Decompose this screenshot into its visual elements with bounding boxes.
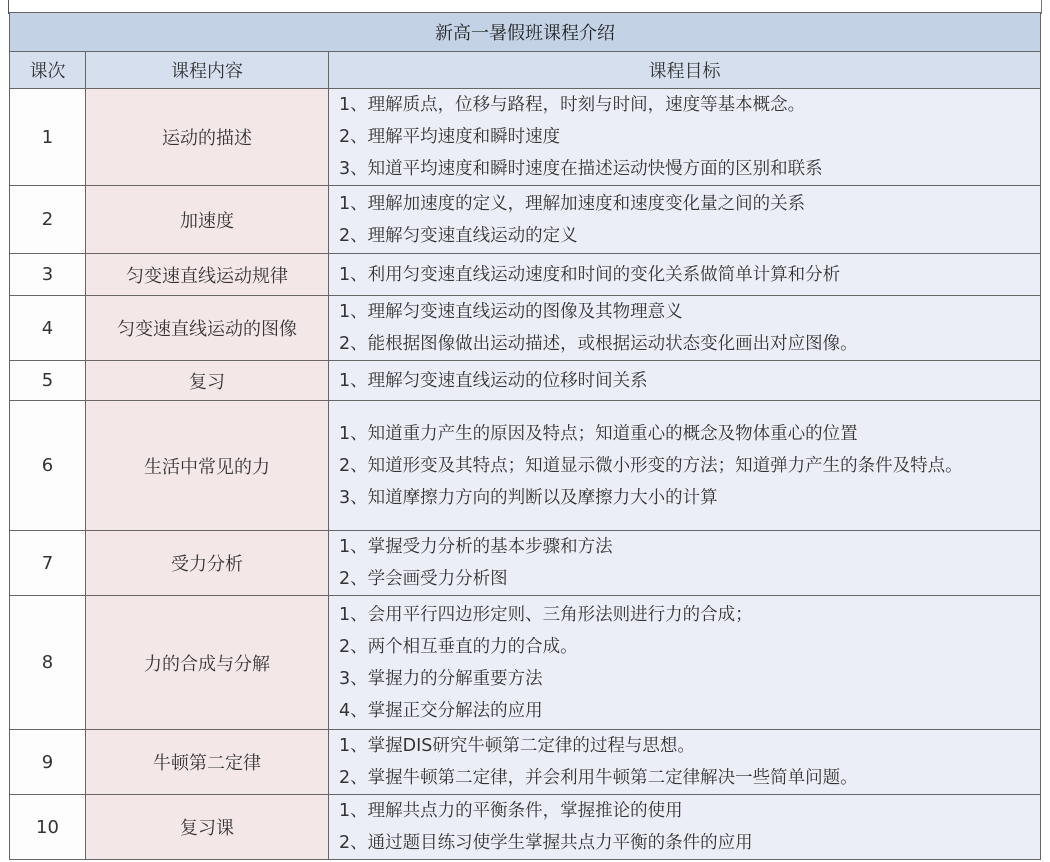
lesson-goals bbox=[329, 531, 1041, 596]
lesson-content: 运动的描述 bbox=[86, 89, 329, 186]
goal-item: 1、理解加速度的定义，理解加速度和速度变化量之间的关系 bbox=[339, 193, 806, 214]
lesson-content: 匀变速直线运动规律 bbox=[86, 254, 329, 296]
table-row bbox=[10, 186, 1041, 254]
lesson-goals bbox=[329, 361, 1041, 401]
lesson-number: 1 bbox=[10, 89, 86, 186]
table-row bbox=[10, 254, 1041, 296]
goal-item: 1、利用匀变速直线运动速度和时间的变化关系做简单计算和分析 bbox=[339, 264, 841, 285]
lesson-content: 匀变速直线运动的图像 bbox=[86, 296, 329, 361]
table-row bbox=[10, 730, 1041, 795]
goal-item: 3、知道平均速度和瞬时速度在描述运动快慢方面的区别和联系 bbox=[339, 159, 823, 179]
goal-item: 2、理解平均速度和瞬时速度 bbox=[339, 127, 561, 147]
goal-item: 2、两个相互垂直的力的合成。 bbox=[339, 636, 578, 657]
lesson-number: 8 bbox=[10, 596, 86, 730]
table-row bbox=[10, 795, 1041, 860]
goal-item: 2、知道形变及其特点；知道显示微小形变的方法；知道弹力产生的条件及特点。 bbox=[339, 455, 963, 476]
goal-item: 2、能根据图像做出运动描述，或根据运动状态变化画出对应图像。 bbox=[339, 334, 858, 354]
course-table bbox=[9, 12, 1041, 860]
table-row bbox=[10, 89, 1041, 186]
lesson-content: 生活中常见的力 bbox=[86, 401, 329, 531]
goal-item: 2、理解匀变速直线运动的定义 bbox=[339, 225, 578, 246]
lesson-goals bbox=[329, 296, 1041, 361]
header-lesson: 课次 bbox=[10, 52, 86, 89]
goal-item: 2、通过题目练习使学生掌握共点力平衡的条件的应用 bbox=[339, 833, 753, 853]
lesson-content: 复习课 bbox=[86, 795, 329, 860]
lesson-content: 牛顿第二定律 bbox=[86, 730, 329, 795]
lesson-number: 3 bbox=[10, 254, 86, 296]
lesson-content: 加速度 bbox=[86, 186, 329, 254]
frame-line-right bbox=[1041, 0, 1042, 14]
lesson-content: 力的合成与分解 bbox=[86, 596, 329, 730]
goal-item: 1、掌握受力分析的基本步骤和方法 bbox=[339, 537, 613, 557]
lesson-number: 7 bbox=[10, 531, 86, 596]
table-row bbox=[10, 531, 1041, 596]
lesson-number: 6 bbox=[10, 401, 86, 531]
goal-item: 1、会用平行四边形定则、三角形法则进行力的合成； bbox=[339, 604, 753, 625]
lesson-number: 9 bbox=[10, 730, 86, 795]
goal-item: 4、掌握正交分解法的应用 bbox=[339, 700, 543, 721]
table-row bbox=[10, 361, 1041, 401]
goal-item: 1、理解匀变速直线运动的位移时间关系 bbox=[339, 370, 648, 391]
lesson-goals bbox=[329, 795, 1041, 860]
lesson-content: 复习 bbox=[86, 361, 329, 401]
lesson-goals bbox=[329, 730, 1041, 795]
goal-item: 1、理解匀变速直线运动的图像及其物理意义 bbox=[339, 302, 683, 322]
goal-item: 2、学会画受力分析图 bbox=[339, 569, 508, 589]
header-content: 课程内容 bbox=[86, 52, 329, 89]
lesson-number: 5 bbox=[10, 361, 86, 401]
goal-item: 2、掌握牛顿第二定律，并会利用牛顿第二定律解决一些简单问题。 bbox=[339, 768, 858, 788]
table-title: 新高一暑假班课程介绍 bbox=[10, 13, 1041, 52]
lesson-goals bbox=[329, 254, 1041, 296]
lesson-goals bbox=[329, 89, 1041, 186]
table-row bbox=[10, 401, 1041, 531]
table-row bbox=[10, 296, 1041, 361]
lesson-goals bbox=[329, 401, 1041, 531]
goal-item: 1、理解质点，位移与路程，时刻与时间，速度等基本概念。 bbox=[339, 95, 806, 115]
header-goals: 课程目标 bbox=[329, 52, 1041, 89]
goal-item: 1、掌握DIS研究牛顿第二定律的过程与思想。 bbox=[339, 736, 695, 756]
lesson-content: 受力分析 bbox=[86, 531, 329, 596]
lesson-number: 4 bbox=[10, 296, 86, 361]
goal-item: 1、知道重力产生的原因及特点；知道重心的概念及物体重心的位置 bbox=[339, 423, 858, 444]
goal-item: 1、理解共点力的平衡条件，掌握推论的使用 bbox=[339, 801, 683, 821]
goal-item: 3、知道摩擦力方向的判断以及摩擦力大小的计算 bbox=[339, 487, 718, 508]
lesson-goals bbox=[329, 186, 1041, 254]
goal-item: 3、掌握力的分解重要方法 bbox=[339, 668, 543, 689]
table-row bbox=[10, 596, 1041, 730]
lesson-number: 2 bbox=[10, 186, 86, 254]
lesson-goals bbox=[329, 596, 1041, 730]
lesson-number: 10 bbox=[10, 795, 86, 860]
